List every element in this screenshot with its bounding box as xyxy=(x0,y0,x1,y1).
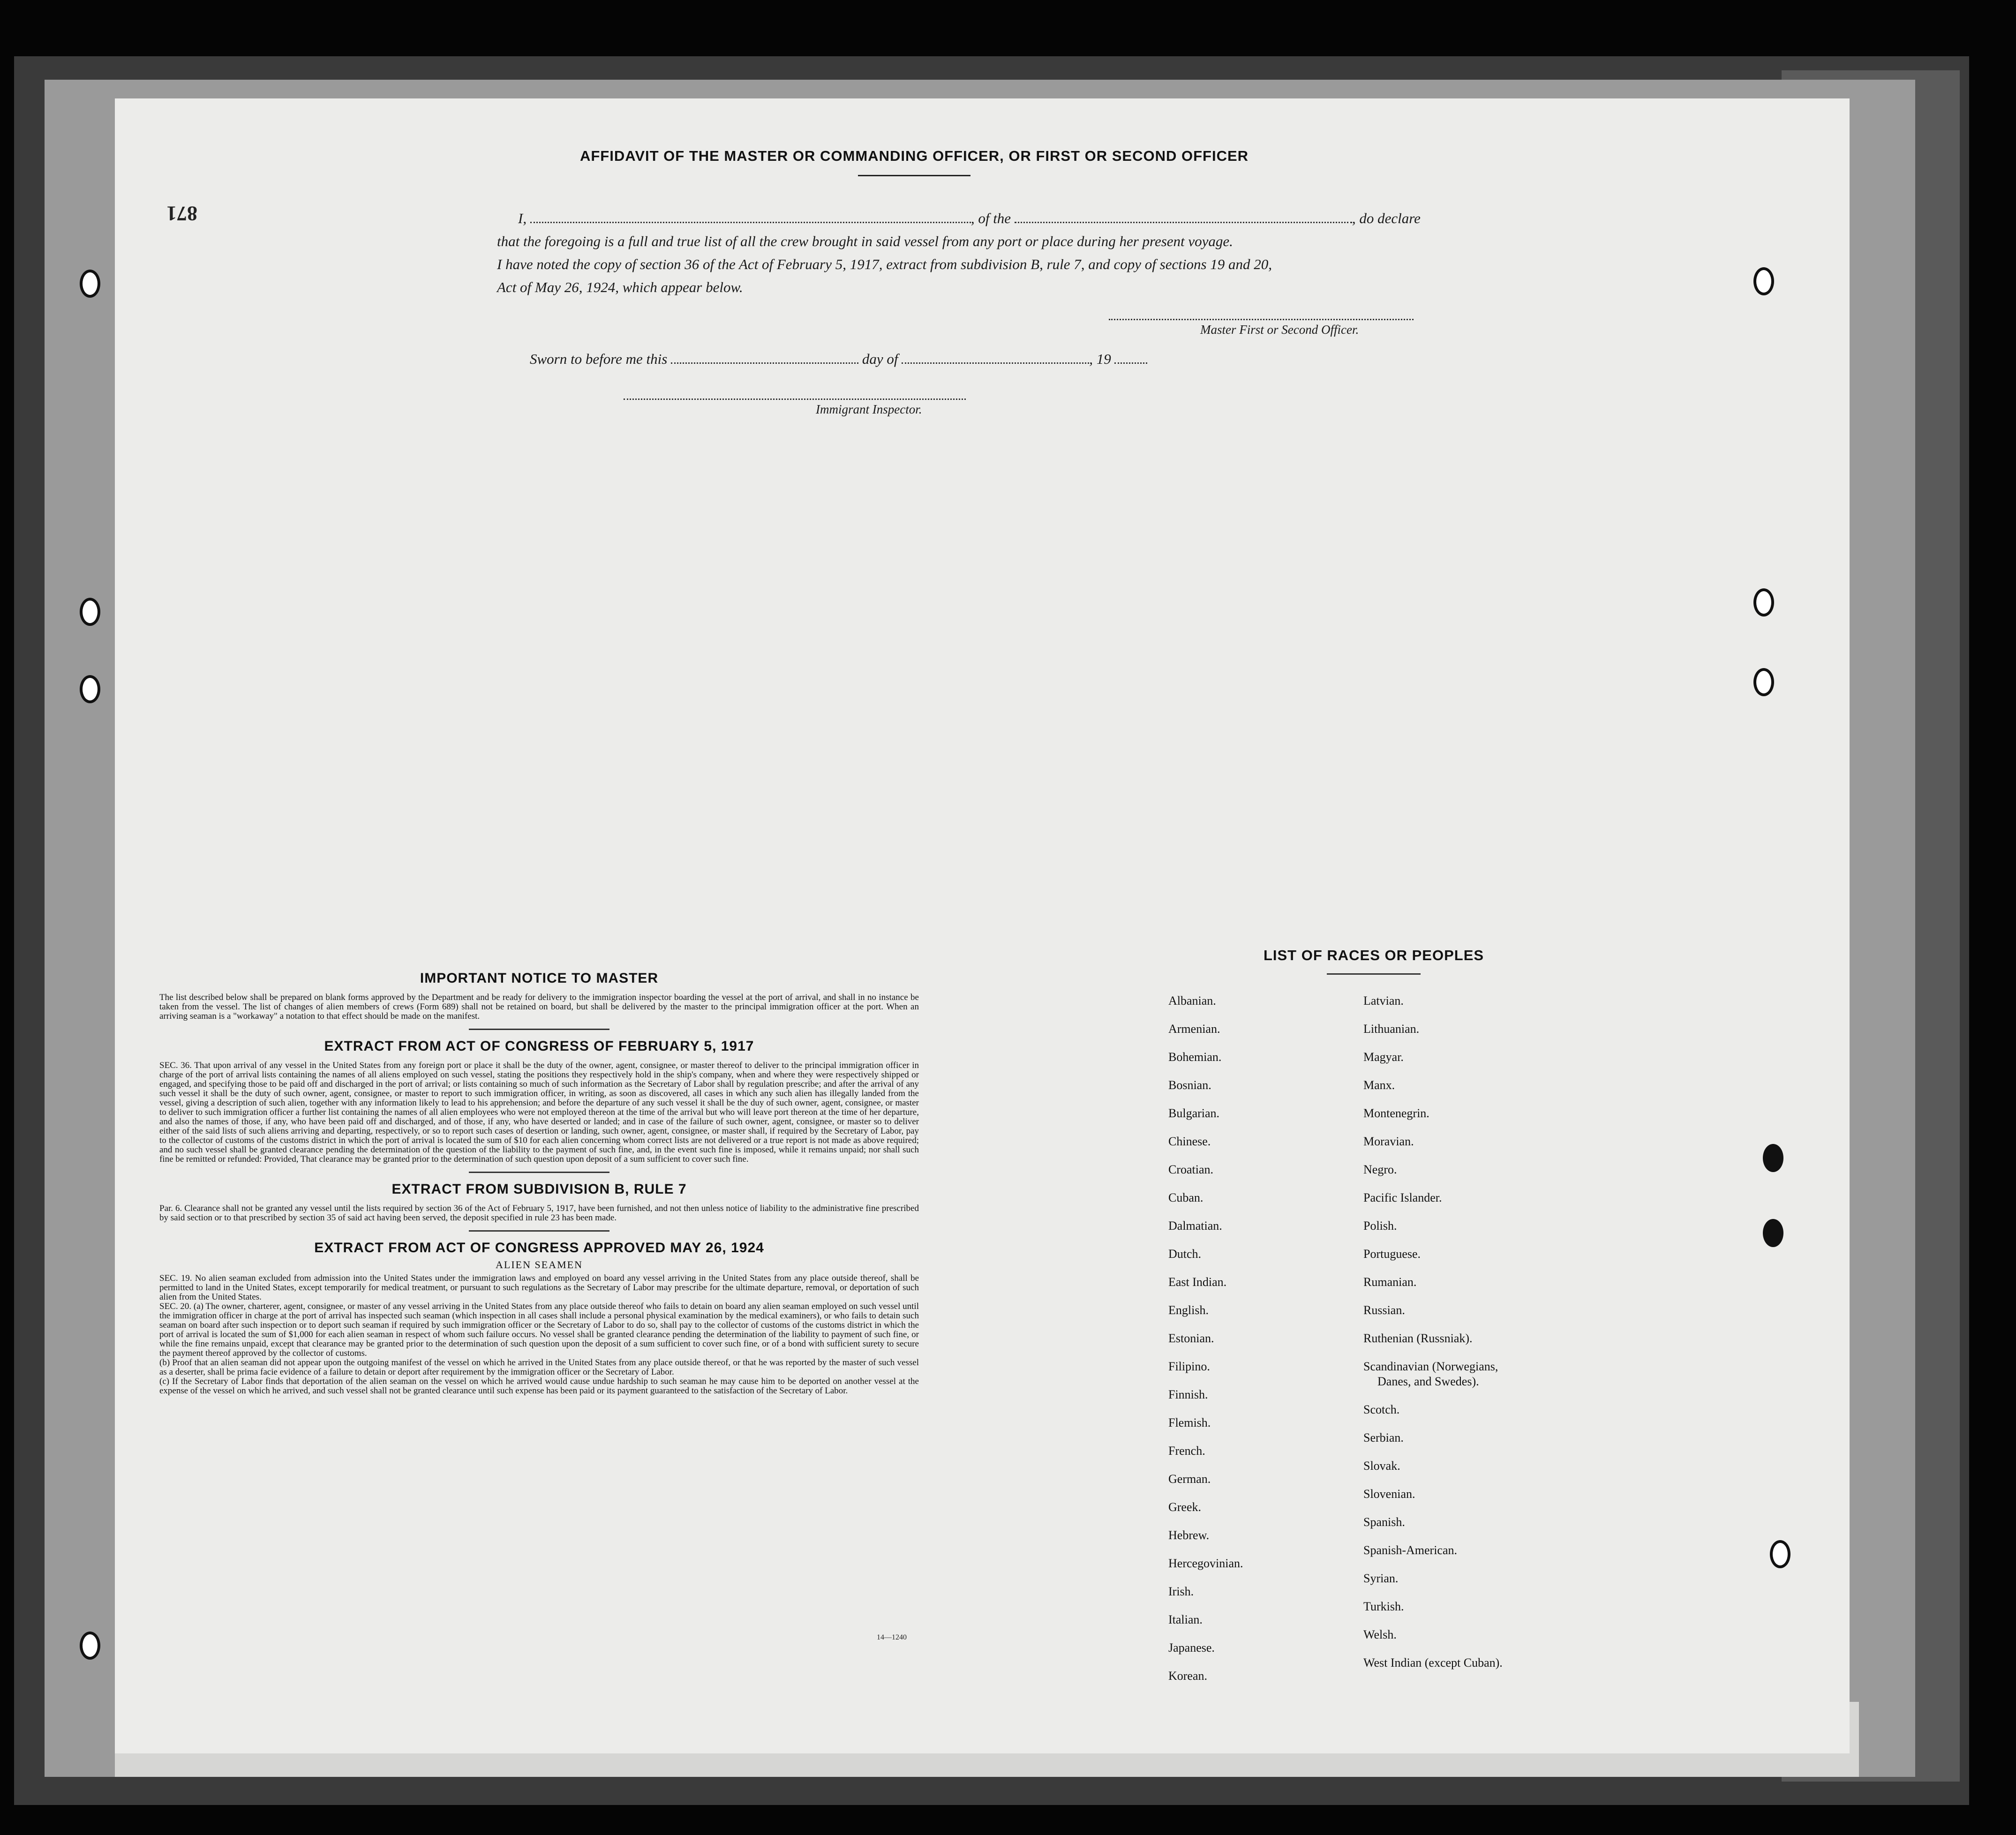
race-item: Pacific Islander. xyxy=(1363,1191,1442,1204)
races-title: LIST OF RACES OR PEOPLES xyxy=(1263,947,1484,963)
signature-label: Master First or Second Officer. xyxy=(1200,323,1359,337)
punch-hole-icon xyxy=(80,598,100,626)
affidavit-line1 xyxy=(518,210,1421,227)
divider xyxy=(469,1172,609,1173)
race-item: German. xyxy=(1168,1472,1211,1486)
divider xyxy=(1327,973,1421,975)
punch-hole-icon xyxy=(80,1632,100,1660)
race-item: Rumanian. xyxy=(1363,1275,1417,1289)
race-item: Magyar. xyxy=(1363,1050,1404,1064)
race-item: Dalmatian. xyxy=(1168,1219,1222,1233)
punch-hole-icon xyxy=(1753,668,1774,696)
extract-1924-subtitle: ALIEN SEAMEN xyxy=(496,1259,583,1271)
race-item: Negro. xyxy=(1363,1163,1397,1176)
punch-hole-icon xyxy=(1753,588,1774,617)
race-item: Russian. xyxy=(1363,1303,1405,1317)
affidavit-declare: , do declare xyxy=(1352,210,1421,226)
race-item: Montenegrin. xyxy=(1363,1106,1429,1120)
race-item: Bosnian. xyxy=(1168,1078,1211,1092)
race-item: Hercegovinian. xyxy=(1168,1557,1243,1570)
race-item: Spanish-American. xyxy=(1363,1543,1458,1557)
race-item: Filipino. xyxy=(1168,1360,1210,1373)
race-item: Japanese. xyxy=(1168,1641,1215,1655)
races-list xyxy=(1158,947,1589,1683)
extract-1924-sec19: SEC. 19. No alien seaman excluded from admission into the United States under the immigration laws and employed on board any vessel arriving in the United States from any place outside thereof, shall be permitted to land in the United States, except temporarily for medical treatment, or pursuant to such regulations as the Secretary of Labor may prescribe for the ultimate departure, removal, or deportation of such alien from the United States. xyxy=(159,1273,919,1302)
punch-hole-icon xyxy=(1763,1144,1783,1172)
race-item: East Indian. xyxy=(1168,1275,1227,1289)
race-item: Dutch. xyxy=(1168,1247,1202,1261)
sworn-year-blank[interactable] xyxy=(1114,362,1147,364)
name-blank[interactable] xyxy=(530,222,971,223)
race-item: Finnish. xyxy=(1168,1388,1208,1401)
affidavit-header xyxy=(492,148,1336,176)
race-item: Danes, and Swedes). xyxy=(1377,1375,1479,1388)
race-item: West Indian (except Cuban). xyxy=(1363,1656,1503,1670)
extract-rule7-title: EXTRACT FROM SUBDIVISION B, RULE 7 xyxy=(391,1181,687,1197)
page-number: 871 xyxy=(166,202,197,225)
race-item: Welsh. xyxy=(1363,1628,1397,1641)
race-item: Cuban. xyxy=(1168,1191,1204,1204)
race-item: Croatian. xyxy=(1168,1163,1214,1176)
affidavit-line4: Act of May 26, 1924, which appear below. xyxy=(497,279,743,295)
race-item: Polish. xyxy=(1363,1219,1397,1233)
race-item: Hebrew. xyxy=(1168,1528,1210,1542)
punch-hole-icon xyxy=(1770,1540,1790,1568)
extract-rule7-body: Par. 6. Clearance shall not be granted any vessel until the lists required by section 36 of the Act of February 5, 1917, have been furnished, and not then unless notice of liability to the administrative fine prescribed by said section or to that prescribed by section 35 of said act having been served, the deposit specified in rule 23 has been made. xyxy=(159,1203,919,1223)
race-item: Italian. xyxy=(1168,1613,1203,1626)
inspector-signature-line[interactable] xyxy=(624,399,966,400)
races-left-column xyxy=(1168,994,1243,1697)
race-item: Bulgarian. xyxy=(1168,1106,1220,1120)
race-item: Turkish. xyxy=(1363,1600,1404,1613)
affidavit-line2: that the foregoing is a full and true list of all the crew brought in said vessel from any port or place during her present voyage. xyxy=(497,233,1233,249)
race-item: Ruthenian (Russniak). xyxy=(1363,1331,1473,1345)
extract-1924-sec20b: (b) Proof that an alien seaman did not appear upon the outgoing manifest of the vessel on which he arrived in the United States from any place outside thereof, or that he was reported by the master of such vessel as a deserter, shall be prima facie evidence of a failure to detain or deport after requirement by the immigration officer or the Secretary of Labor. xyxy=(159,1358,919,1377)
race-item: Estonian. xyxy=(1168,1331,1214,1345)
race-item: Scandinavian (Norwegians, xyxy=(1363,1360,1498,1373)
race-item: Manx. xyxy=(1363,1078,1395,1092)
race-item: Lithuanian. xyxy=(1363,1022,1420,1036)
sworn-prefix: Sworn to before me this xyxy=(530,351,668,367)
race-item: Irish. xyxy=(1168,1585,1194,1598)
race-item: Slovak. xyxy=(1363,1459,1400,1473)
race-item: Slovenian. xyxy=(1363,1487,1415,1501)
extract-1924-sec20a: SEC. 20. (a) The owner, charterer, agent, consignee, or master of any vessel arriving in the United States from any place outside thereof who fails to detain on board any alien seaman employed on such vessel until the immigration officer in charge at the port of arrival has inspected such seaman (which inspection in all cases shall include a personal physical examination by the medical examiners), or who fails to detain such seaman on board after such inspection or to deport such seaman if required by such immigration officer or the Secretary of Labor to do so, shall pay to the collector of customs of the customs district in which the port of arrival is located the sum of $1,000 for each alien seaman in respect of whom such failure occurs. No vessel shall be granted clearance pending the determination of the liability to payment of such fine, or while the fine remains unpaid, except that clearance may be granted prior to the determination of such question upon the deposit of a sum sufficient to cover such fine, or of a bond with sufficient surety to secure the payment thereof approved by the collector of customs. xyxy=(159,1301,919,1358)
affidavit-i: I, xyxy=(518,210,527,226)
punch-hole-icon xyxy=(80,675,100,703)
divider xyxy=(858,175,970,176)
races-right-column xyxy=(1363,994,1503,1684)
punch-hole-icon xyxy=(1763,1219,1783,1247)
race-item: Portuguese. xyxy=(1363,1247,1421,1261)
race-item: Spanish. xyxy=(1363,1515,1405,1529)
race-item: Albanian. xyxy=(1168,994,1216,1008)
extract-1917-title: EXTRACT FROM ACT OF CONGRESS OF FEBRUARY 5, 1917 xyxy=(324,1038,754,1054)
sworn-line xyxy=(530,351,1147,368)
race-item: English. xyxy=(1168,1303,1209,1317)
punch-hole-icon xyxy=(1753,267,1774,295)
race-item: Latvian. xyxy=(1363,994,1404,1008)
race-item: Flemish. xyxy=(1168,1416,1211,1429)
race-item: Korean. xyxy=(1168,1669,1208,1683)
notice-body: The list described below shall be prepared on blank forms approved by the Department and be ready for delivery to the immigration inspector boarding the vessel at the port of arrival, and shall in no instance be taken from the vessel. The list of changes of alien members of crews (Form 689) shall not be retained on board, but shall be delivered by the master to the principal immigration officer at the port. When an arriving seaman is a "workaway" a notation to that effect should be made on the manifest. xyxy=(159,993,919,1021)
punch-hole-icon xyxy=(80,270,100,298)
document-page xyxy=(115,98,1850,1753)
sworn-day-of: day of xyxy=(862,351,898,367)
race-item: French. xyxy=(1168,1444,1205,1458)
race-item: Serbian. xyxy=(1363,1431,1404,1444)
signature-line[interactable] xyxy=(1109,319,1414,320)
race-item: Scotch. xyxy=(1363,1403,1400,1416)
form-number: 14—1240 xyxy=(877,1633,907,1641)
divider xyxy=(469,1029,609,1030)
sworn-day-blank[interactable] xyxy=(671,362,858,364)
extract-1917-body: SEC. 36. That upon arrival of any vessel in the United States from any foreign port or place it shall be the duty of the owner, agent, consignee, or master thereof to deliver to the principal immigration officer in charge of the port of arrival lists containing the names of all aliens employed on such vessel, stating the positions they respectively hold in the ship's company, when and where they were respectively shipped or engaged, and specifying those to be paid off and discharged in the port of arrival; or lists containing so much of such information as the Secretary of Labor shall by regulation prescribe; and after the arrival of any such vessel it shall be the duty of such owner, agent, consignee, or master to report to such immigration officer, in writing, as soon as discovered, all cases in which any such alien has illegally landed from the vessel, giving a description of such alien, together with any information likely to lead to his apprehension; and before the departure of any such vessel it shall be the duy of such owner, agent, consignee, or master to deliver to such immigration officer a further list containing the names of all alien employees who were not employed thereon at the time of the arrival but who will leave port thereon at the time of her departure, and also the names of those, if any, who have been paid off and discharged, and of those, if any, who have deserted or landed; and in case of the failure of such owner, agent, consignee, or master so to deliver either of the said lists of such aliens arriving and departing, respectively, or so to report such cases of desertion or landing, such owner, agent, consignee, or master shall, if required by the Secretary of Labor, pay to the collector of customs of the customs district in which the port of arrival is located the sum of $10 for each alien concerning whom correct lists are not delivered or a true report is not made as above required; and no such vessel shall be granted clearance pending the determination of the question of the liability to the payment of such fine, and, in the event such fine is imposed, while it remains unpaid; nor shall such fine be remitted or refunded: Provided, That clearance may be granted prior to the determination of such question upon deposit of a sum sufficient to cover such fine. xyxy=(159,1060,919,1164)
affidavit-line3: I have noted the copy of section 36 of the Act of February 5, 1917, extract from subdivision B, rule 7, and copy of sections 19 and 20, xyxy=(497,256,1272,272)
race-item: Armenian. xyxy=(1168,1022,1220,1036)
race-item: Greek. xyxy=(1168,1500,1202,1514)
inspector-label: Immigrant Inspector. xyxy=(816,402,922,416)
sworn-year: , 19 xyxy=(1089,351,1111,367)
extract-1924-sec20c: (c) If the Secretary of Labor finds that deportation of the alien seaman on the vessel on which he arrived would cause undue hardship to such seaman he may cause him to be deported on another vessel at the expense of the vessel on which he arrived, and such vessel shall not be granted clearance until such expense has been paid or its payment guaranteed to the satisfaction of the Secretary of Labor. xyxy=(159,1376,919,1396)
legal-extracts xyxy=(159,970,919,1396)
vessel-blank[interactable] xyxy=(1015,222,1352,223)
race-item: Syrian. xyxy=(1363,1572,1399,1585)
race-item: Moravian. xyxy=(1363,1135,1414,1148)
sworn-month-blank[interactable] xyxy=(902,362,1089,364)
divider xyxy=(469,1230,609,1232)
race-item: Chinese. xyxy=(1168,1135,1211,1148)
notice-title: IMPORTANT NOTICE TO MASTER xyxy=(420,970,659,986)
race-item: Bohemian. xyxy=(1168,1050,1222,1064)
affidavit-title: AFFIDAVIT OF THE MASTER OR COMMANDING OFFICER, OR FIRST OR SECOND OFFICER xyxy=(579,148,1249,164)
extract-1924-title: EXTRACT FROM ACT OF CONGRESS APPROVED MAY 26, 1924 xyxy=(314,1240,764,1256)
affidavit-of-the: , of the xyxy=(970,210,1011,226)
